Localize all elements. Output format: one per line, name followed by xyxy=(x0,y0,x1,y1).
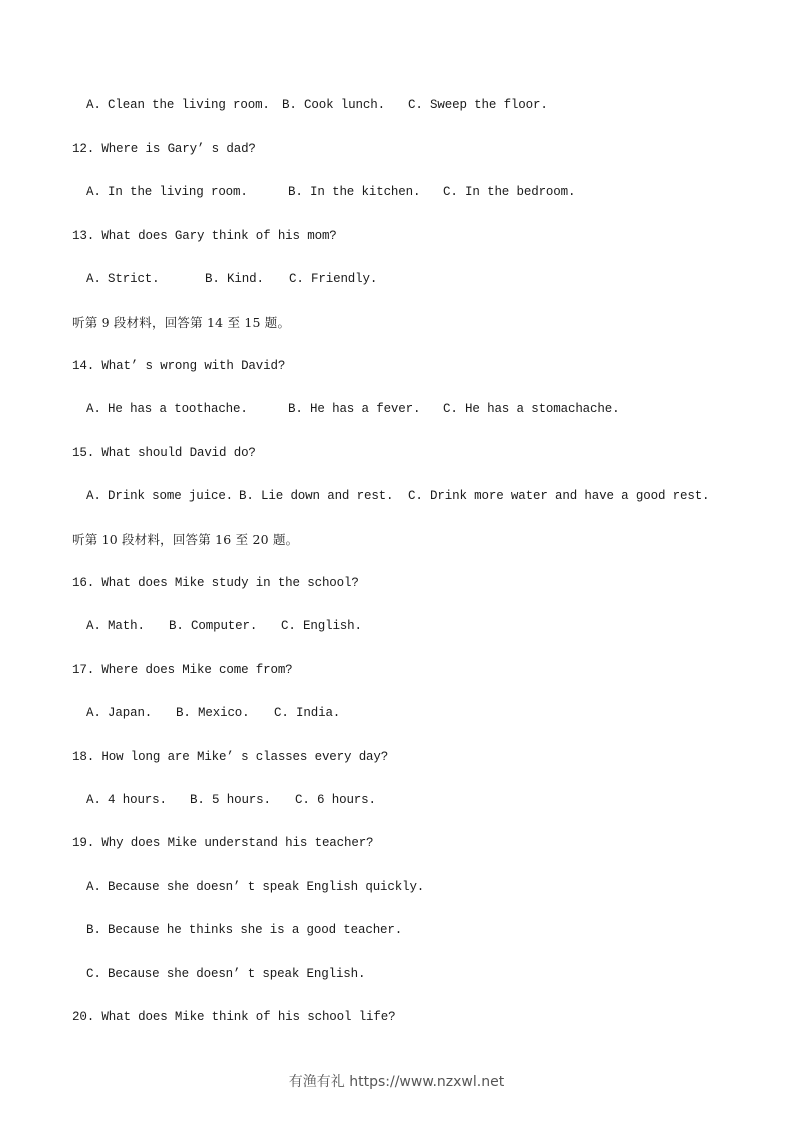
question-text: 19. Why does Mike understand his teacher? xyxy=(72,836,374,850)
answer-option: B. Kind. xyxy=(205,272,264,286)
section-instruction: 听第 10 段材料，回答第 16 至 20 题。 xyxy=(72,532,299,547)
footer-watermark: 有渔有礼 https://www.nzxwl.net xyxy=(288,1074,505,1090)
question-text: 12. Where is Gary’ s dad? xyxy=(72,142,256,156)
answer-option: C. He has a stomachache. xyxy=(443,402,620,416)
answer-option: B. Cook lunch. xyxy=(282,98,385,112)
question-text: 15. What should David do? xyxy=(72,446,256,460)
answer-option: C. Friendly. xyxy=(289,272,378,286)
answer-options-row xyxy=(0,184,793,200)
answer-options-row xyxy=(0,792,793,808)
answer-option: B. He has a fever. xyxy=(288,402,421,416)
answer-option: C. 6 hours. xyxy=(295,793,376,807)
answer-option: B. In the kitchen. xyxy=(288,185,421,199)
answer-option: A. Math. xyxy=(86,619,145,633)
answer-options-row xyxy=(0,618,793,634)
answer-option: B. Because he thinks she is a good teacher. xyxy=(86,923,403,937)
answer-option: A. 4 hours. xyxy=(86,793,167,807)
answer-options-row xyxy=(0,401,793,417)
answer-option: C. English. xyxy=(281,619,362,633)
question-text: 20. What does Mike think of his school life? xyxy=(72,1010,396,1024)
answer-option: C. Drink more water and have a good rest. xyxy=(408,489,710,503)
answer-option: B. Computer. xyxy=(169,619,258,633)
question-text: 18. How long are Mike’ s classes every day? xyxy=(72,750,389,764)
answer-option: C. India. xyxy=(274,706,341,720)
answer-options-row xyxy=(0,488,793,504)
answer-option: B. Mexico. xyxy=(176,706,250,720)
answer-option: A. Drink some juice. xyxy=(86,489,234,503)
answer-options-row xyxy=(0,271,793,287)
answer-option: A. Japan. xyxy=(86,706,153,720)
answer-options-row xyxy=(0,97,793,113)
section-instruction: 听第 9 段材料，回答第 14 至 15 题。 xyxy=(72,315,291,330)
question-text: 14. What’ s wrong with David? xyxy=(72,359,286,373)
answer-option: C. In the bedroom. xyxy=(443,185,576,199)
answer-option: A. Strict. xyxy=(86,272,160,286)
question-text: 17. Where does Mike come from? xyxy=(72,663,293,677)
answer-option: B. 5 hours. xyxy=(190,793,271,807)
answer-option: A. In the living room. xyxy=(86,185,248,199)
answer-options-row xyxy=(0,705,793,721)
answer-option: A. He has a toothache. xyxy=(86,402,248,416)
answer-option: B. Lie down and rest. xyxy=(239,489,394,503)
answer-option: C. Because she doesn’ t speak English. xyxy=(86,967,366,981)
answer-option: A. Clean the living room. xyxy=(86,98,270,112)
answer-option: A. Because she doesn’ t speak English quickly. xyxy=(86,880,425,894)
question-text: 16. What does Mike study in the school? xyxy=(72,576,359,590)
answer-option: C. Sweep the floor. xyxy=(408,98,548,112)
question-text: 13. What does Gary think of his mom? xyxy=(72,229,337,243)
